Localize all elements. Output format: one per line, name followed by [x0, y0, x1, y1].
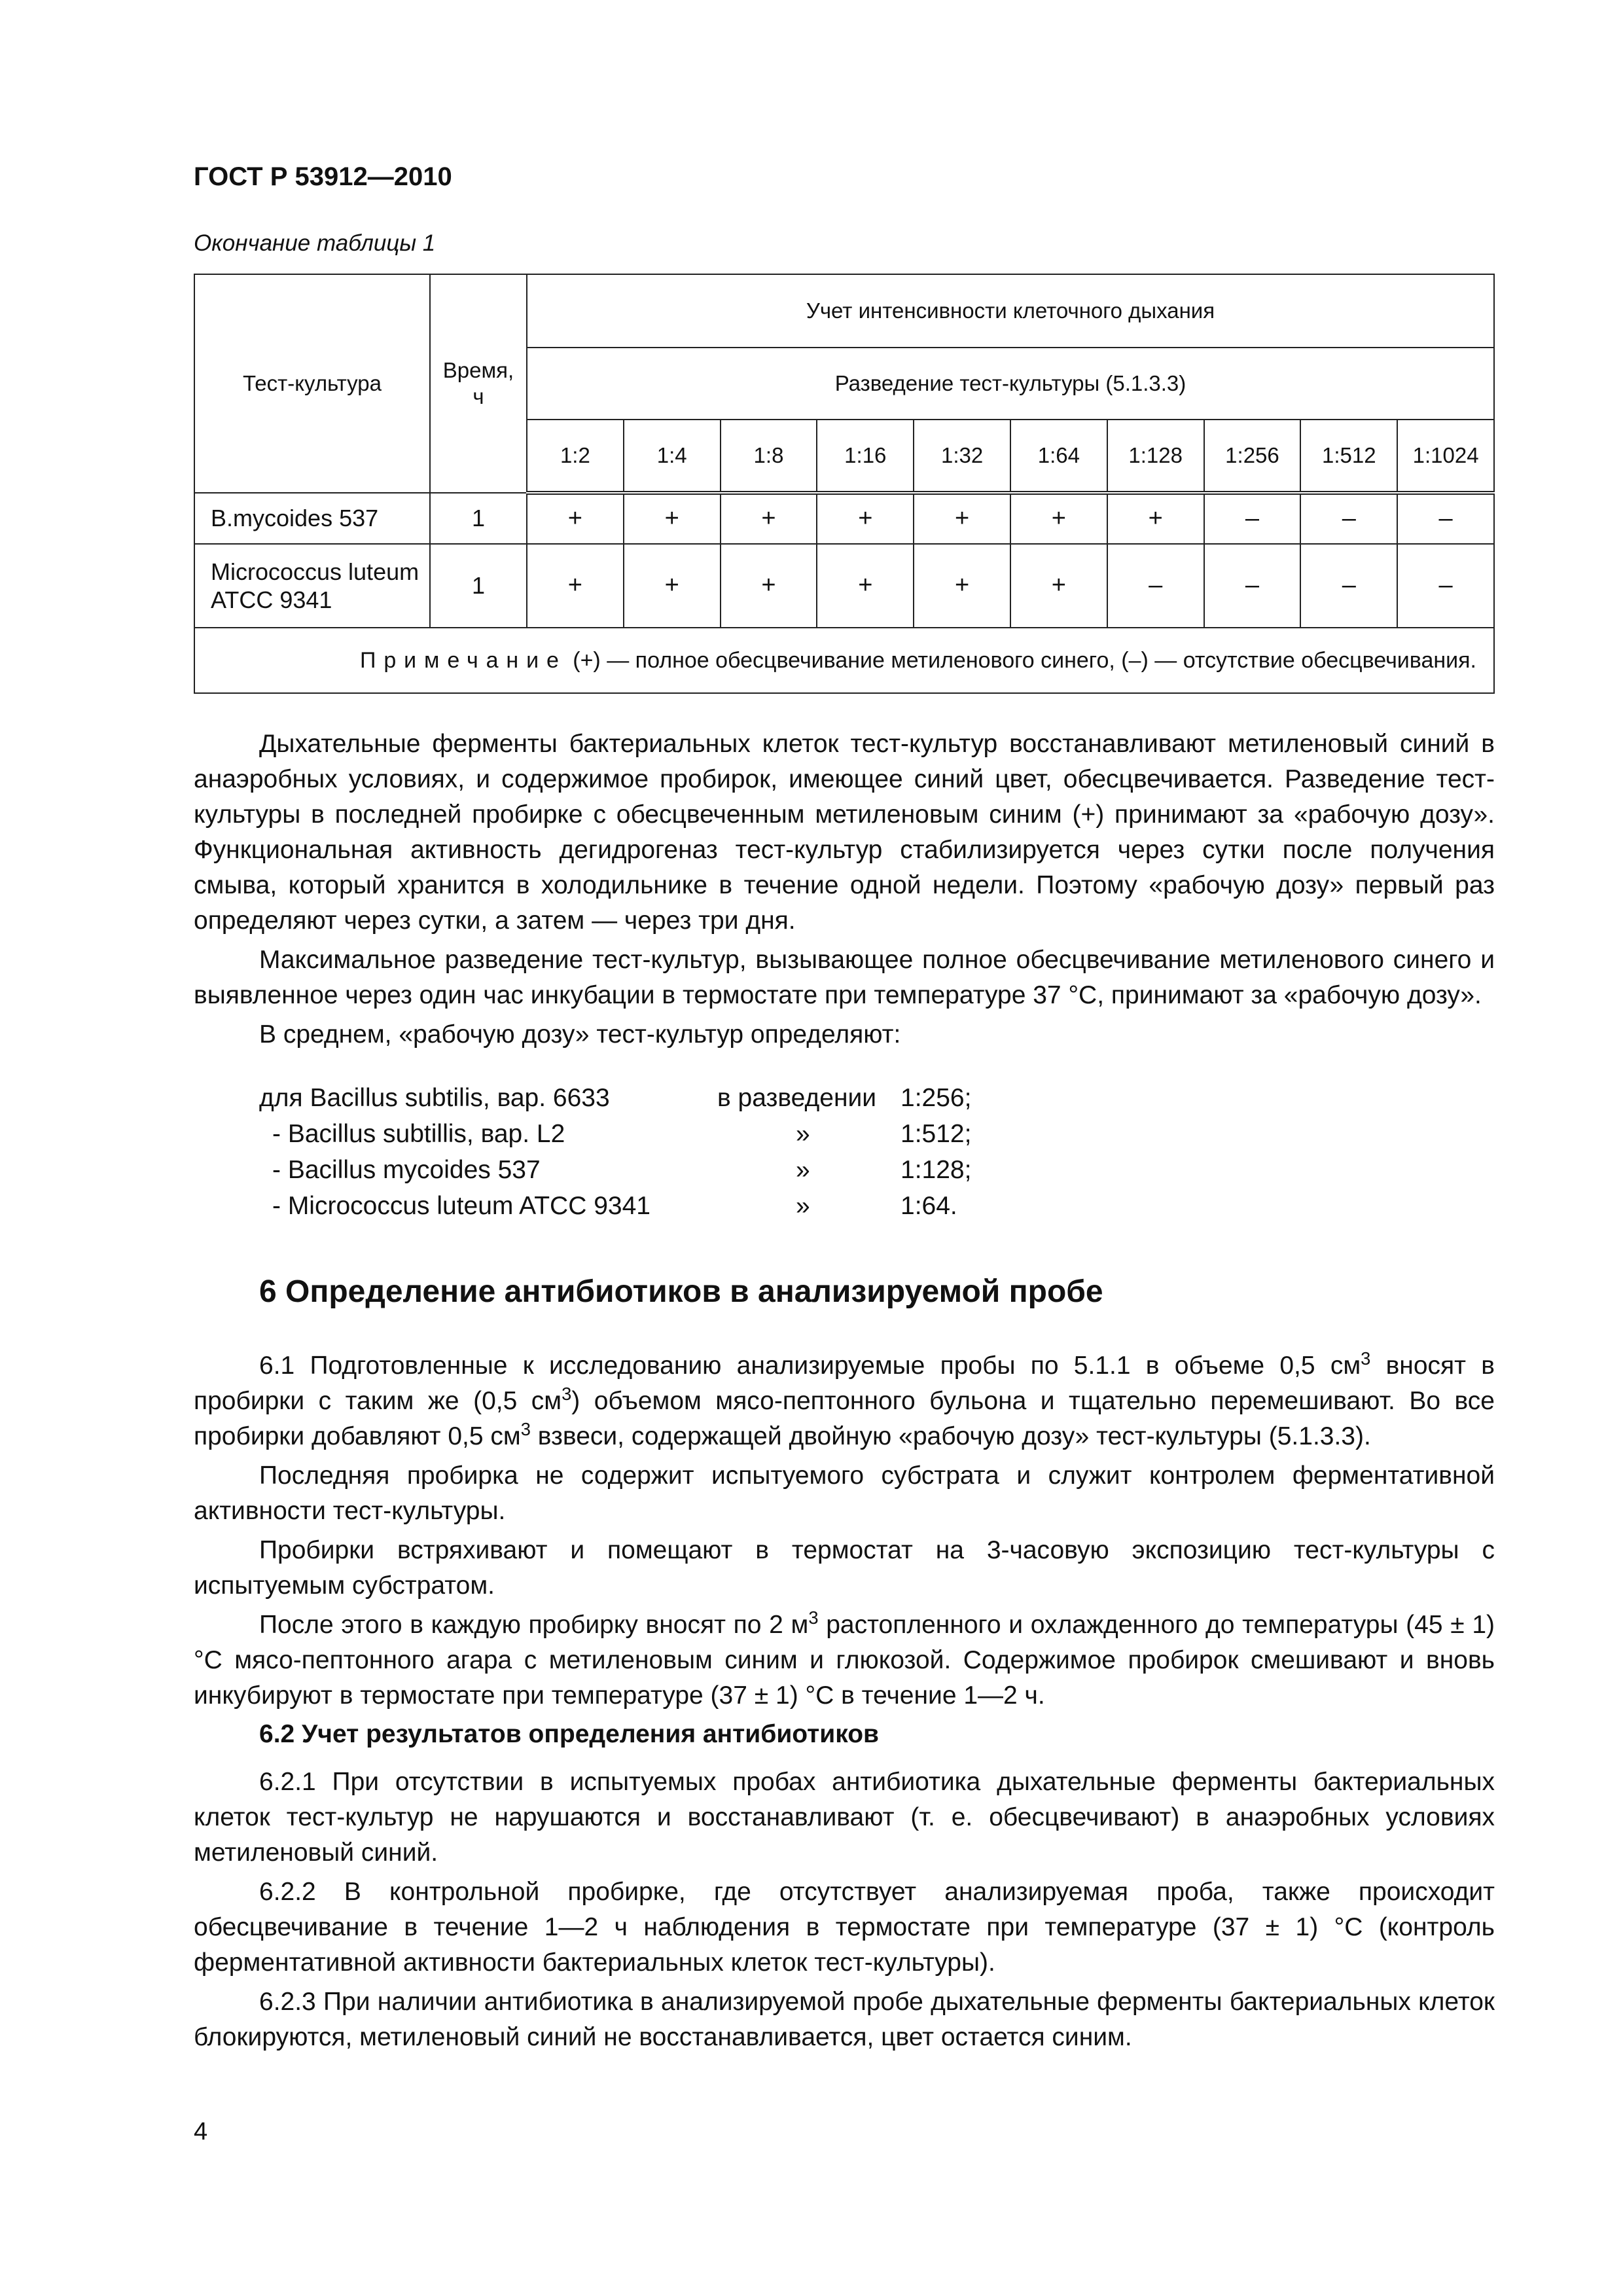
paragraph — [194, 1607, 1495, 1713]
text-run: растопленного и охлажденного до температуры (45 ± 1) °С мясо-пептонного агара с метиленовым синим и глюкозой. Содержимое пробирок смешивают и вновь инкубируют в термостате при температуре (37 ± 1) °С в течение 1—2 ч. — [194, 1611, 1495, 1710]
result-cell: + — [624, 544, 721, 628]
section-6-heading: 6 Определение антибиотиков в анализируемой пробе — [259, 1274, 1103, 1309]
dose-value: 1:512; — [901, 1120, 972, 1148]
result-cell: – — [1300, 544, 1397, 628]
paragraph-6-1 — [194, 1348, 1495, 1454]
result-cell: + — [817, 544, 914, 628]
standard-code: ГОСТ Р 53912—2010 — [194, 162, 452, 191]
culture-name: B.mycoides 537 — [194, 493, 430, 544]
dose-value: 1:64. — [901, 1192, 957, 1220]
paragraph: 6.2.1 При отсутствии в испытуемых пробах антибиотика дыхательные ферменты бактериальных клеток тест-культур не нарушаются и восстанавливают (т. е. обесцвечивают) в анаэробных условиях метиленовый синий. — [194, 1768, 1495, 1867]
result-cell: + — [1010, 544, 1107, 628]
header-time: Время, ч — [430, 274, 527, 493]
culture-name: Micrococcus luteum ATCC 9341 — [194, 544, 430, 628]
dilution-header: 1:16 — [817, 420, 914, 493]
dose-mid: » — [796, 1156, 810, 1184]
result-cell: + — [721, 544, 817, 628]
superscript: 3 — [562, 1384, 572, 1404]
paragraph: Дыхательные ферменты бактериальных клеток тест-культур восстанавливают метиленовый синий в анаэробных условиях, и содержимое пробирок, имеющее синий цвет, обесцвечивается. Разведение тест-культуры в последней пробирке с обесцвеченным метиленовым синим (+) принимают за «рабочую дозу». Функциональная активность дегидрогеназ тест-культур стабилизируется через сутки после получения смыва, который хранится в холодильнике в течение одной недели. Поэтому «рабочую дозу» первый раз определяют через сутки, а затем — через три дня. — [194, 730, 1495, 935]
text-run: ) объемом мясо-пептонного бульона и тщательно перемешивают. Во все пробирки добавляют 0,5 см — [194, 1387, 1495, 1450]
dilution-header: 1:512 — [1300, 420, 1397, 493]
superscript: 3 — [808, 1607, 819, 1628]
section-6-2-paragraphs — [194, 1765, 1495, 2055]
result-cell: + — [624, 493, 721, 544]
table-note — [194, 628, 1494, 693]
result-cell: – — [1397, 544, 1494, 628]
result-cell: + — [527, 493, 624, 544]
text-run: После этого в каждую пробирку вносят по 2 м — [259, 1611, 809, 1639]
dose-culture: - Bacillus subtillis, вар. L2 — [272, 1120, 565, 1148]
result-cell: – — [1204, 544, 1301, 628]
table-row — [194, 544, 1494, 628]
results-table — [194, 274, 1495, 694]
note-label: Примечание — [360, 647, 567, 673]
header-test-culture: Тест-культура — [194, 274, 430, 493]
paragraph: В среднем, «рабочую дозу» тест-культур определяют: — [259, 1020, 901, 1049]
header-respiration: Учет интенсивности клеточного дыхания — [527, 274, 1494, 348]
dilution-header: 1:8 — [721, 420, 817, 493]
paragraph: 6.2.3 При наличии антибиотика в анализируемой пробе дыхательные ферменты бактериальных клеток блокируются, метиленовый синий не восстанавливается, цвет остается синим. — [194, 1988, 1495, 2051]
section-6-2-heading: 6.2 Учет результатов определения антибиотиков — [259, 1720, 880, 1748]
paragraph: Максимальное разведение тест-культур, вызывающее полное обесцвечивание метиленового синего и выявленное через один час инкубации в термостате при температуре 37 °С, принимают за «рабочую дозу». — [194, 946, 1495, 1009]
dose-culture: - Bacillus mycoides 537 — [272, 1156, 541, 1184]
superscript: 3 — [520, 1419, 531, 1439]
page-number: 4 — [194, 2118, 208, 2145]
result-cell: – — [1397, 493, 1494, 544]
dose-mid: » — [796, 1192, 810, 1220]
result-cell: – — [1204, 493, 1301, 544]
dose-mid: » — [796, 1120, 810, 1148]
dilution-header: 1:32 — [914, 420, 1010, 493]
dilution-header: 1:1024 — [1397, 420, 1494, 493]
dose-mid: в разведении — [717, 1084, 877, 1112]
note-text: (+) — полное обесцвечивание метиленового синего, (–) — отсутствие обесцвечивания. — [566, 647, 1476, 673]
result-cell: + — [817, 493, 914, 544]
result-cell: + — [914, 493, 1010, 544]
superscript: 3 — [1361, 1348, 1371, 1369]
dilution-header: 1:64 — [1010, 420, 1107, 493]
header-dilution: Разведение тест-культуры (5.1.3.3) — [527, 348, 1494, 420]
dilution-header: 1:256 — [1204, 420, 1301, 493]
culture-time: 1 — [430, 544, 527, 628]
dilution-header: 1:4 — [624, 420, 721, 493]
culture-time: 1 — [430, 493, 527, 544]
result-cell: – — [1107, 544, 1204, 628]
result-cell: + — [914, 544, 1010, 628]
intro-paragraphs — [194, 726, 1495, 1052]
table-row — [194, 493, 1494, 544]
result-cell: + — [527, 544, 624, 628]
dilution-header: 1:128 — [1107, 420, 1204, 493]
table-caption: Окончание таблицы 1 — [194, 230, 436, 256]
paragraph: 6.2.2 В контрольной пробирке, где отсутствует анализируемая проба, также происходит обесцвечивание в течение 1—2 ч наблюдения в термостате при температуре (37 ± 1) °С (контроль ферментативной активности бактериальных клеток тест-культуры). — [194, 1878, 1495, 1977]
dose-culture: - Micrococcus luteum ATCC 9341 — [272, 1192, 651, 1220]
dose-value: 1:128; — [901, 1156, 972, 1184]
result-cell: + — [721, 493, 817, 544]
text-run: вносят в пробирки с таким же (0,5 см — [194, 1352, 1495, 1415]
dose-value: 1:256; — [901, 1084, 972, 1112]
result-cell: + — [1107, 493, 1204, 544]
result-cell: + — [1010, 493, 1107, 544]
text-run: 6.1 Подготовленные к исследованию анализируемые пробы по 5.1.1 в объеме 0,5 см — [259, 1352, 1361, 1380]
paragraph: Пробирки встряхивают и помещают в термостат на 3-часовую экспозицию тест-культуры с испытуемым субстратом. — [194, 1536, 1495, 1600]
section-6-paragraphs — [194, 1348, 1495, 1713]
paragraph: Последняя пробирка не содержит испытуемого субстрата и служит контролем ферментативной активности тест-культуры. — [194, 1462, 1495, 1525]
dilution-header: 1:2 — [527, 420, 624, 493]
result-cell: – — [1300, 493, 1397, 544]
dose-culture: для Bacillus subtilis, вар. 6633 — [259, 1084, 610, 1112]
text-run: взвеси, содержащей двойную «рабочую дозу» тест-культуры (5.1.3.3). — [530, 1422, 1371, 1450]
